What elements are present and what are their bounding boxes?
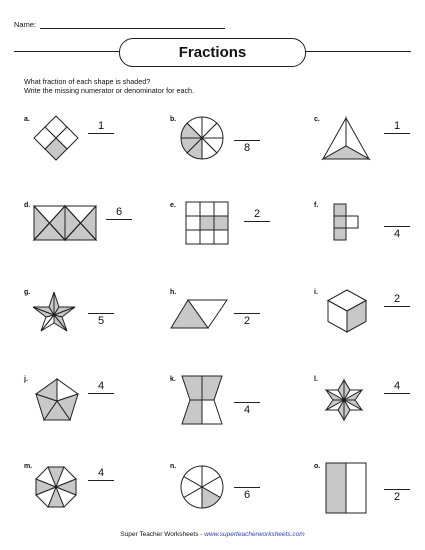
fraction-bar	[88, 393, 114, 394]
problem-c	[314, 116, 425, 186]
cross-4-shape	[334, 204, 360, 242]
problem-label: o.	[314, 463, 321, 470]
problem-label: e.	[170, 202, 176, 209]
problem-f	[314, 202, 425, 272]
fraction-answer	[384, 212, 410, 242]
problem-d	[24, 202, 154, 272]
fraction-answer	[244, 207, 270, 237]
square-grid-9-shape	[186, 202, 228, 244]
fraction-answer	[234, 126, 260, 156]
name-label: Name:	[14, 20, 37, 29]
hourglass-4-shape	[182, 376, 222, 424]
hexagon-3-shape	[326, 289, 368, 333]
problem-k	[170, 376, 300, 446]
fraction-answer	[384, 292, 410, 322]
numerator[interactable]: 1	[393, 120, 401, 132]
numerator[interactable]: 4	[97, 380, 105, 392]
denominator[interactable]: 2	[243, 315, 251, 327]
numerator[interactable]: 4	[97, 467, 105, 479]
problem-m	[24, 463, 154, 533]
denominator[interactable]: 8	[243, 142, 251, 154]
problem-label: i.	[314, 289, 318, 296]
denominator[interactable]: 6	[243, 489, 251, 501]
numerator[interactable]: 1	[97, 120, 105, 132]
fraction-answer	[88, 299, 114, 329]
page-title: Fractions	[119, 38, 306, 67]
diamond-grid-shape	[34, 116, 78, 160]
rectangle-2-shape	[326, 463, 366, 513]
footer-link[interactable]: www.superteacherworksheets.com	[204, 531, 305, 538]
instructions	[24, 77, 194, 95]
denominator[interactable]: 4	[243, 404, 251, 416]
problem-b	[170, 116, 300, 186]
problem-l	[314, 376, 425, 446]
fraction-bar	[384, 393, 410, 394]
problem-n	[170, 463, 300, 533]
problem-label: g.	[24, 289, 31, 296]
fraction-bar	[234, 487, 260, 488]
numerator[interactable]: 4	[393, 380, 401, 392]
problem-j	[24, 376, 154, 446]
numerator[interactable]: 2	[393, 293, 401, 305]
title-rule-right	[304, 51, 411, 52]
fraction-answer	[88, 379, 114, 409]
triangle-3-shape	[322, 116, 370, 160]
problem-label: c.	[314, 116, 320, 123]
octagon-8-shape	[34, 465, 78, 509]
footer-brand: Super Teacher Worksheets -	[120, 531, 205, 538]
fraction-bar	[106, 219, 132, 220]
problem-label: j.	[24, 376, 28, 383]
denominator[interactable]: 2	[393, 491, 401, 503]
star-5-shape	[32, 291, 76, 333]
problem-label: m.	[24, 463, 33, 470]
problem-i	[314, 289, 425, 359]
fraction-bar	[88, 313, 114, 314]
circle-6-shape	[180, 465, 224, 509]
rectangle-6-shape	[34, 206, 96, 240]
fraction-bar	[384, 306, 410, 307]
parallelogram-2-shape	[170, 299, 228, 329]
instruction-line-1: What fraction of each shape is shaded?	[24, 77, 151, 86]
fraction-answer	[234, 473, 260, 503]
fraction-answer	[88, 466, 114, 496]
problem-a	[24, 116, 154, 186]
instruction-line-2: Write the missing numerator or denominator for each.	[24, 86, 195, 95]
star-6-shape	[322, 378, 366, 422]
problem-label: b.	[170, 116, 177, 123]
problem-label: h.	[170, 289, 177, 296]
fraction-answer	[88, 119, 114, 149]
fraction-bar	[234, 140, 260, 141]
fraction-answer	[106, 205, 132, 235]
fraction-bar	[234, 402, 260, 403]
fraction-answer	[234, 299, 260, 329]
pentagon-5-shape	[34, 378, 80, 422]
name-blank-line[interactable]	[40, 20, 225, 29]
fraction-answer	[234, 388, 260, 418]
fraction-bar	[384, 226, 410, 227]
denominator[interactable]: 4	[393, 228, 401, 240]
footer	[0, 531, 425, 538]
fraction-answer	[384, 119, 410, 149]
problem-h	[170, 289, 300, 359]
fraction-bar	[244, 221, 270, 222]
fraction-bar	[384, 489, 410, 490]
circle-8-shape	[180, 116, 224, 160]
problem-label: d.	[24, 202, 31, 209]
fraction-bar	[88, 480, 114, 481]
problem-g	[24, 289, 154, 359]
problem-e	[170, 202, 300, 272]
fraction-answer	[384, 379, 410, 409]
problem-label: n.	[170, 463, 177, 470]
problem-label: a.	[24, 116, 30, 123]
fraction-bar	[88, 133, 114, 134]
denominator[interactable]: 5	[97, 315, 105, 327]
problem-label: l.	[314, 376, 318, 383]
numerator[interactable]: 2	[253, 208, 261, 220]
fraction-answer	[384, 475, 410, 505]
title-rule-left	[14, 51, 120, 52]
name-field	[14, 20, 225, 29]
fraction-bar	[384, 133, 410, 134]
problem-label: f.	[314, 202, 319, 209]
numerator[interactable]: 6	[115, 206, 123, 218]
problem-o	[314, 463, 425, 533]
fraction-bar	[234, 313, 260, 314]
problem-label: k.	[170, 376, 176, 383]
